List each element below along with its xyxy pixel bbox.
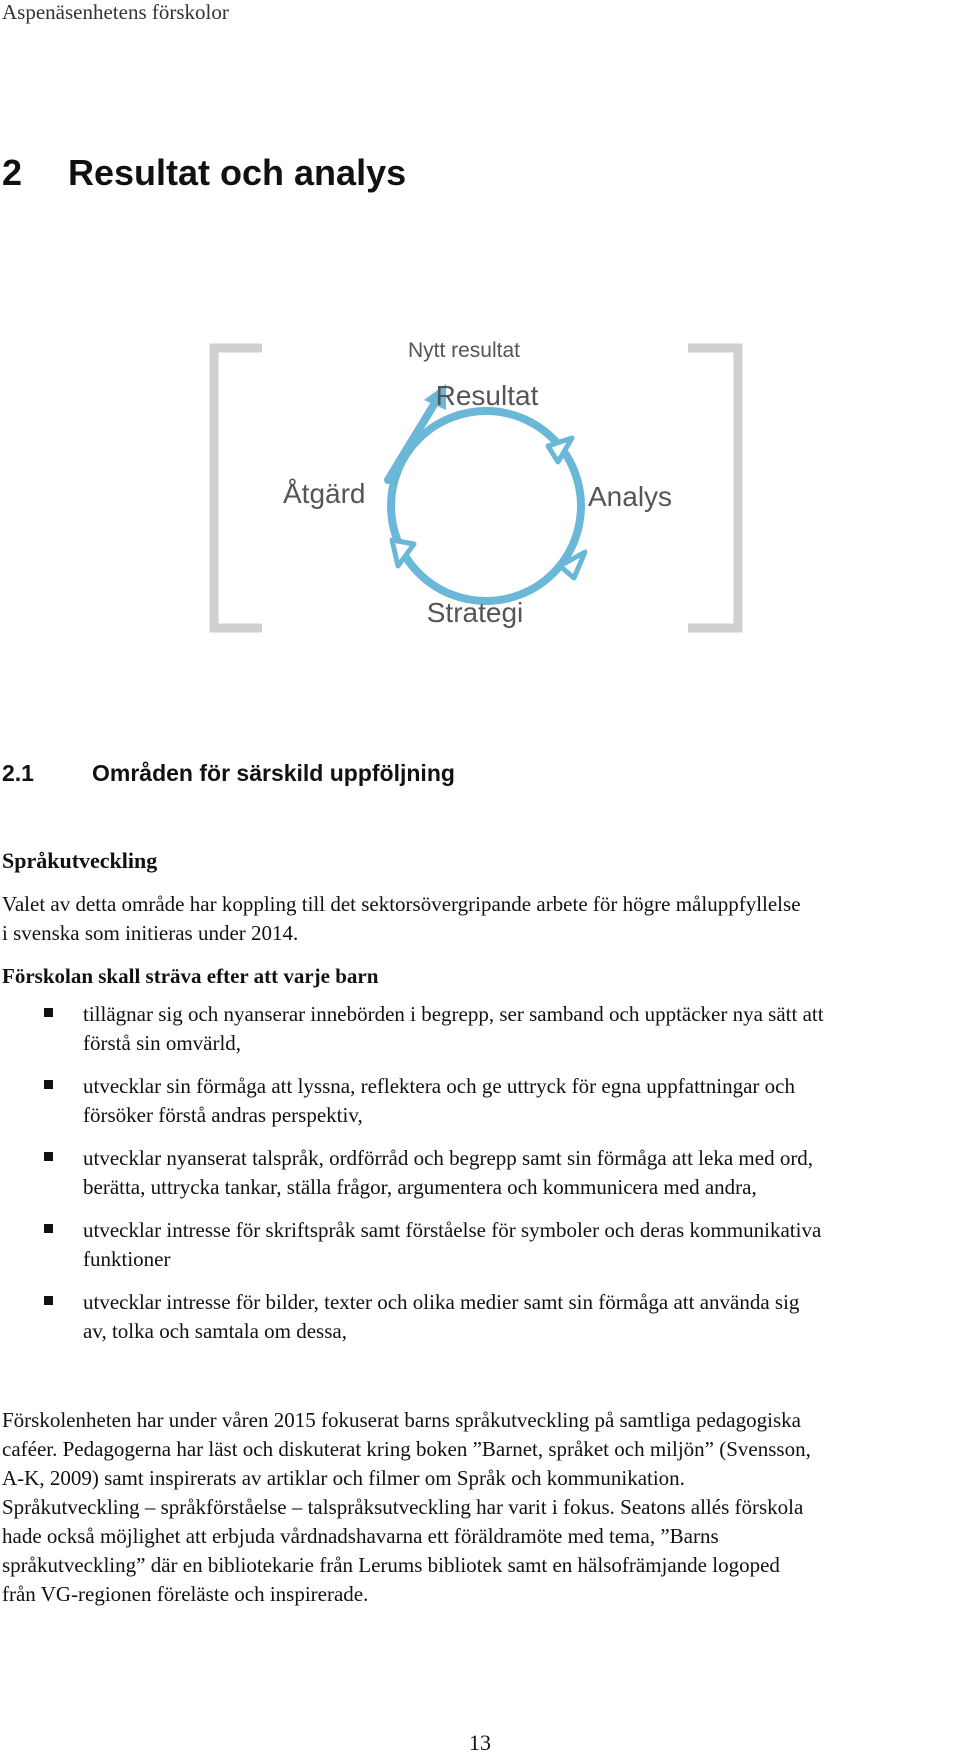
list-item-line: utvecklar intresse för skriftspråk samt förståelse för symboler och deras kommunikativa xyxy=(83,1218,822,1242)
body-line: från VG-regionen föreläste och inspirerade. xyxy=(2,1582,369,1606)
cycle-diagram xyxy=(200,330,750,650)
list-item-line: förstå sin omvärld, xyxy=(83,1031,242,1055)
list-item-line: utvecklar intresse för bilder, texter och olika medier samt sin förmåga att använda sig xyxy=(83,1290,800,1314)
body-line: caféer. Pedagogerna har läst och diskuterat kring boken ”Barnet, språket och miljön” (Svensson, xyxy=(2,1437,811,1461)
body-line: hade också möjlighet att erbjuda vårdnadshavarna ett föräldramöte med tema, ”Barns xyxy=(2,1524,719,1548)
body-line: A-K, 2009) samt inspirerats av artiklar och filmer om Språk och kommunikation. xyxy=(2,1466,685,1490)
list-item xyxy=(0,1000,953,1058)
label-resultat: Resultat xyxy=(435,380,539,411)
section-number: 2.1 xyxy=(2,760,34,786)
page-number: 13 xyxy=(469,1730,491,1755)
list-item-line: av, tolka och samtala om dessa, xyxy=(83,1319,347,1343)
label-analys: Analys xyxy=(588,481,673,512)
goal-list xyxy=(0,1000,960,1360)
right-bracket xyxy=(688,348,738,628)
new-result-arrow-shaft xyxy=(388,398,438,480)
intro-line: i svenska som initieras under 2014. xyxy=(2,921,299,945)
body-line: Språkutveckling – språkförståelse – talspråksutveckling har varit i fokus. Seatons allés förskola xyxy=(2,1495,804,1519)
label-nytt-resultat: Nytt resultat xyxy=(407,339,521,362)
bullet-square-icon xyxy=(44,1224,53,1233)
label-atgard: Åtgärd xyxy=(283,478,366,509)
list-item-line: utvecklar sin förmåga att lyssna, reflektera och ge uttryck för egna uppfattningar och xyxy=(83,1074,795,1098)
list-item-line: tillägnar sig och nyanserar innebörden i begrepp, ser samband och upptäcker nya sätt att xyxy=(83,1002,824,1026)
body-line: språkutveckling” där en bibliotekarie från Lerums bibliotek samt en hälsofrämjande logoped xyxy=(2,1553,780,1577)
section-title: Områden för särskild uppföljning xyxy=(92,760,455,786)
subsection-heading: Språkutveckling xyxy=(2,848,158,873)
goal-heading: Förskolan skall sträva efter att varje barn xyxy=(2,964,379,988)
chapter-heading xyxy=(2,152,406,194)
page-header: Aspenäsenhetens förskolor xyxy=(2,0,229,24)
list-item xyxy=(0,1144,953,1202)
bullet-square-icon xyxy=(44,1080,53,1089)
list-item-line: utvecklar nyanserat talspråk, ordförråd och begrepp samt sin förmåga att leka med ord, xyxy=(83,1146,814,1170)
bullet-square-icon xyxy=(44,1296,53,1305)
bullet-square-icon xyxy=(44,1008,53,1017)
chapter-title: Resultat och analys xyxy=(68,152,407,193)
list-item-line: berätta, uttrycka tankar, ställa frågor, argumentera och kommunicera med andra, xyxy=(83,1175,757,1199)
body-line: Förskolenheten har under våren 2015 fokuserat barns språkutveckling på samtliga pedagogiska xyxy=(2,1408,801,1432)
label-strategi: Strategi xyxy=(426,597,524,628)
list-item xyxy=(0,1216,953,1274)
intro-line: Valet av detta område har koppling till det sektorsövergripande arbete för högre måluppfyllelse xyxy=(2,892,801,916)
list-item-line: försöker förstå andras perspektiv, xyxy=(83,1103,363,1127)
body-paragraph xyxy=(2,1406,957,1609)
list-item xyxy=(0,1072,953,1130)
intro-paragraph xyxy=(2,890,957,948)
bullet-square-icon xyxy=(44,1152,53,1161)
list-item xyxy=(0,1288,953,1346)
chapter-number: 2 xyxy=(2,152,23,193)
cycle-circle xyxy=(391,411,581,601)
left-bracket xyxy=(214,348,262,628)
section-heading xyxy=(2,760,455,787)
list-item-line: funktioner xyxy=(83,1247,171,1271)
